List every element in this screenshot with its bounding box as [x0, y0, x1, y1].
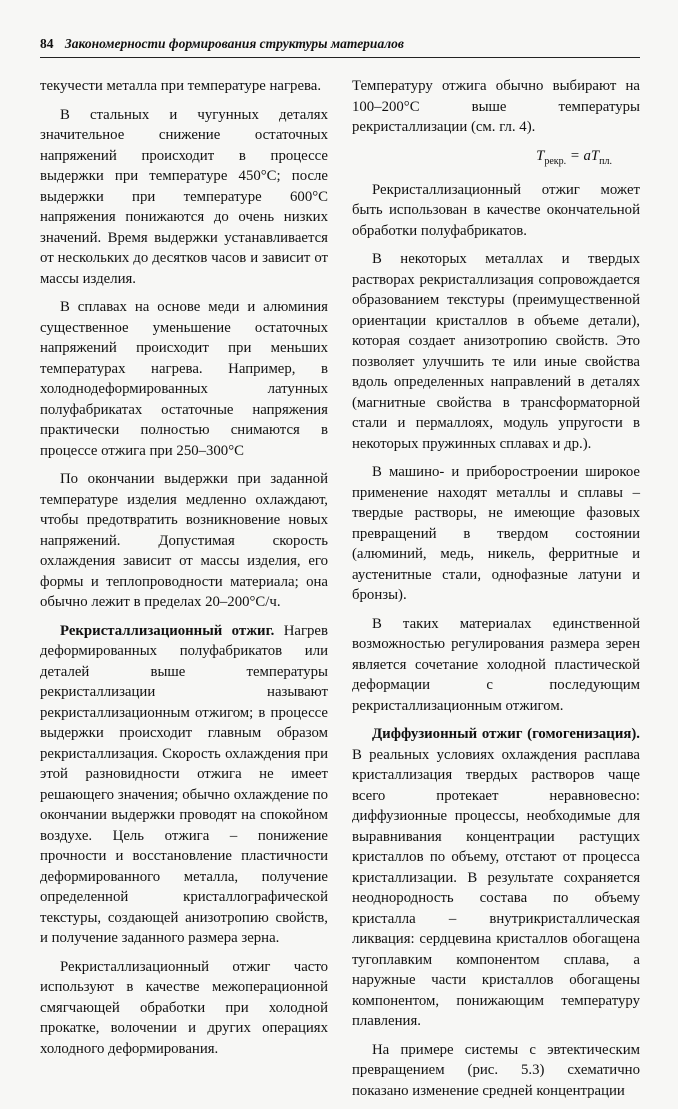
right-column: [352, 76, 640, 1109]
paragraph-diffusion: [352, 724, 640, 1032]
paragraph: Температуру отжига обычно выбирают на 100–200°C выше температуры рекристаллизации (см. гл. 4).: [352, 78, 640, 135]
paragraph: В таких материалах единственной возможностью регулирования размера зерен является сочетание холодной пластической деформации с последующим рекристаллизационным отжигом.: [352, 615, 640, 714]
paragraph: Рекристаллизационный отжиг может быть использован в качестве окончательной обработки полуфабрикатов.: [352, 181, 640, 239]
page-header: [40, 36, 640, 58]
paragraph: В стальных и чугунных деталях значительное снижение остаточных напряжений происходит в процессе выдержки при температуре 450°C; после выдержки при температуре 600°C напряжения понижаются до очень низких значений. Время выдержки устанавливается от нескольких до десятков часов и зависит от массы изделия.: [40, 106, 328, 287]
paragraph: В сплавах на основе меди и алюминия существенное уменьшение остаточных напряжений происходит при меньших температурах нагрева. Например, в холоднодеформированных латунных полуфабрикатах остаточные напряжения практически полностью снимаются в процессе отжига при 250–300°C: [40, 299, 328, 459]
left-column: [40, 76, 328, 1067]
paragraph-body: Нагрев деформированных полуфабрикатов или деталей выше температуры рекристаллизации называют рекристаллизационным отжигом; в процессе выдержки происходит главным образом рекристаллизация. Скорость охлаждения при этой разновидности отжига не имеет решающего значения; обычно охлаждение по окончании выдержки проводят на спокойном воздухе. Цель отжига – понижение прочности и восстановление пластичности деформированного металла, получение определенной кристаллографической текстуры, создающей анизотропию свойств, и получение заданного размера зерна.: [40, 622, 328, 946]
formula: $T_{рекр.} = aT_{пл.}$: [536, 147, 612, 167]
paragraph: Рекристаллизационный отжиг часто используют в качестве межоперационной смягчающей обработки при холодной прокатке, волочении и других операциях холодного деформирования.: [40, 958, 328, 1057]
run-in-heading: Диффузионный отжиг (гомогенизация).: [372, 726, 640, 743]
paragraph: текучести металла при температуре нагрева.: [40, 78, 322, 94]
paragraph: По окончании выдержки при заданной температуре изделия медленно охлаждают, чтобы предотвратить возникновение новых напряжений. Допустимая скорость охлаждения зависит от массы изделия, его формы и теплопроводности материала; она обычно лежит в пределах 20–200°C/ч.: [40, 471, 328, 610]
paragraph: На примере системы с эвтектическим превращением (рис. 5.3) схематично показано изменение средней концентрации: [352, 1041, 640, 1099]
running-title: Закономерности формирования структуры материалов: [64, 36, 404, 51]
page-number: 84: [40, 36, 54, 51]
paragraph: В некоторых металлах и твердых растворах рекристаллизация сопровождается образованием текстуры (преимущественной ориентации кристаллов в объеме детали), которая создает анизотропию свойств. Это позволяет улучшить те или иные свойства вдоль определенных направлений в деталях (магнитные свойства в трансформаторной стали и пермаллоях, модуль упругости в некоторых пружинных сплавах и др.).: [352, 251, 640, 452]
paragraph: В машино- и приборостроении широкое применение находят металлы и сплавы – твердые растворы, не имеющие фазовых превращений в твердом состоянии (алюминий, медь, никель, ферритные и аустенитные стали, однофазные латуни и бронзы).: [352, 464, 640, 604]
run-in-heading: Рекристаллизационный отжиг.: [60, 622, 275, 639]
paragraph-recrystallization: [40, 621, 328, 949]
paragraph-body: В реальных условиях охлаждения расплава кристаллизация твердых растворов чаще всего протекает неравновесно: диффузионные процессы, необходимые для выравнивания концентрации растущих кристаллов по объему, отстают от процесса кристаллизации. В результате сохраняется неоднородность состава по объему кристалла – внутрикристаллическая ликвация: сердцевина кристаллов обогащена тугоплавким компонентом сплава, а наружные части кристаллов обогащены компонентом, понижающим температуру плавления.: [352, 746, 640, 1030]
